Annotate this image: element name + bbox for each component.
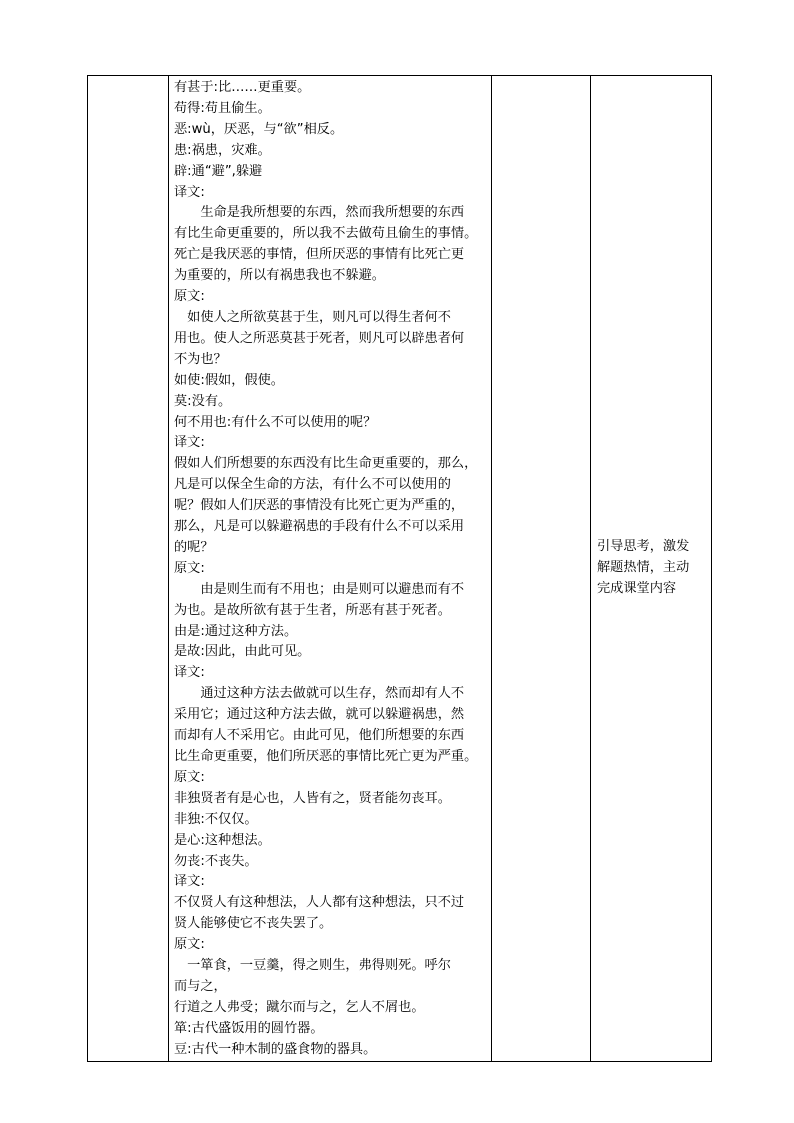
content-line: 译文: [174,874,205,890]
content-line: 而却有人不采用它。由此可见，他们所想要的东西 [174,728,465,744]
content-line: 不为也？ [174,351,227,367]
student-activity-cell [492,76,591,1062]
content-line: 死亡是我厌恶的事情，但所厌恶的事情有比死亡更 [174,247,465,263]
content-line: 为也。是故所欲有甚于生者，所恶有甚于死者。 [174,602,451,618]
content-line: 如使:假如，假使。 [174,372,284,388]
content-line: 有比生命更重要的，所以我不去做苟且偷生的事情。 [174,226,478,242]
intent-line: 引导思考，激发 [597,538,690,554]
content-line: 译文: [174,665,205,681]
content-line: 呢？假如人们厌恶的事情没有比死亡更为严重的， [174,498,465,514]
intent-line: 解题热情，主动 [597,559,690,575]
content-line: 原文: [174,560,205,576]
content-line: 凡是可以保全生命的方法，有什么不可以使用的 [174,477,451,493]
design-intent-text [591,537,711,600]
content-line: 为重要的，所以有祸患我也不躲避。 [174,268,385,284]
content-line: 行道之人弗受；蹴尔而与之，乞人不屑也。 [174,999,425,1015]
content-line: 有甚于:比……更重要。 [174,80,311,95]
content-line: 是心:这种想法。 [174,832,271,848]
content-line: 译文: [174,184,205,200]
content-line: 非独:不仅仅。 [174,811,258,827]
content-line: 比生命更重要，他们所厌恶的事情比死亡更为严重。 [174,749,478,764]
content-line: 而与之， [174,978,227,994]
content-line: 假如人们所想要的东西没有比生命更重要的，那么， [174,456,478,472]
content-line: 原文: [174,937,205,953]
content-line: 箪:古代盛饭用的圆竹器。 [174,1020,324,1036]
lesson-table [87,75,712,1062]
content-line: 不仅贤人有这种想法，人人都有这种想法，只不过 [174,895,465,911]
content-line: 的呢？ [174,539,214,555]
table-row [88,76,712,1062]
content-line: 恶:wù，厌恶，与“欲”相反。 [174,121,344,137]
content-cell [169,76,492,1062]
content-line: 辟:通“避”,躲避 [174,163,263,179]
content-line: 一箪食，一豆羹，得之则生，弗得则死。呼尔 [174,958,451,974]
content-line: 译文: [174,435,205,451]
design-intent-cell [591,76,712,1062]
content-line: 勿丧:不丧失。 [174,853,258,869]
content-line: 是故:因此，由此可见。 [174,644,311,660]
content-line: 非独贤者有是心也，人皆有之，贤者能勿丧耳。 [174,790,451,806]
content-line: 豆:古代一种木制的盛食物的器具。 [174,1041,377,1057]
content-line: 贤人能够使它不丧失罢了。 [174,916,333,932]
content-line: 苟得:苟且偷生。 [174,100,271,116]
content-line: 由是:通过这种方法。 [174,623,298,639]
content-line: 患:祸患，灾难。 [174,142,271,158]
content-line: 用也。使人之所恶莫甚于死者，则凡可以辟患者何 [174,330,465,346]
content-line: 原文: [174,769,205,785]
content-line: 通过这种方法去做就可以生存，然而却有人不 [174,686,465,702]
content-line: 莫:没有。 [174,393,232,409]
content-line: 采用它；通过这种方法去做，就可以躲避祸患，然 [174,707,465,723]
content-line: 生命是我所想要的东西，然而我所想要的东西 [174,205,465,221]
content-line: 如使人之所欲莫甚于生，则凡可以得生者何不 [174,309,451,325]
content-line: 那么，凡是可以躲避祸患的手段有什么不可以采用 [174,519,465,535]
content-line: 由是则生而有不用也；由是则可以避患而有不 [174,581,465,597]
lesson-content [169,76,491,1061]
content-line: 原文: [174,289,205,305]
stage-cell [88,76,169,1062]
content-line: 何不用也:有什么不可以使用的呢？ [174,414,377,430]
intent-line: 完成课堂内容 [597,580,677,596]
